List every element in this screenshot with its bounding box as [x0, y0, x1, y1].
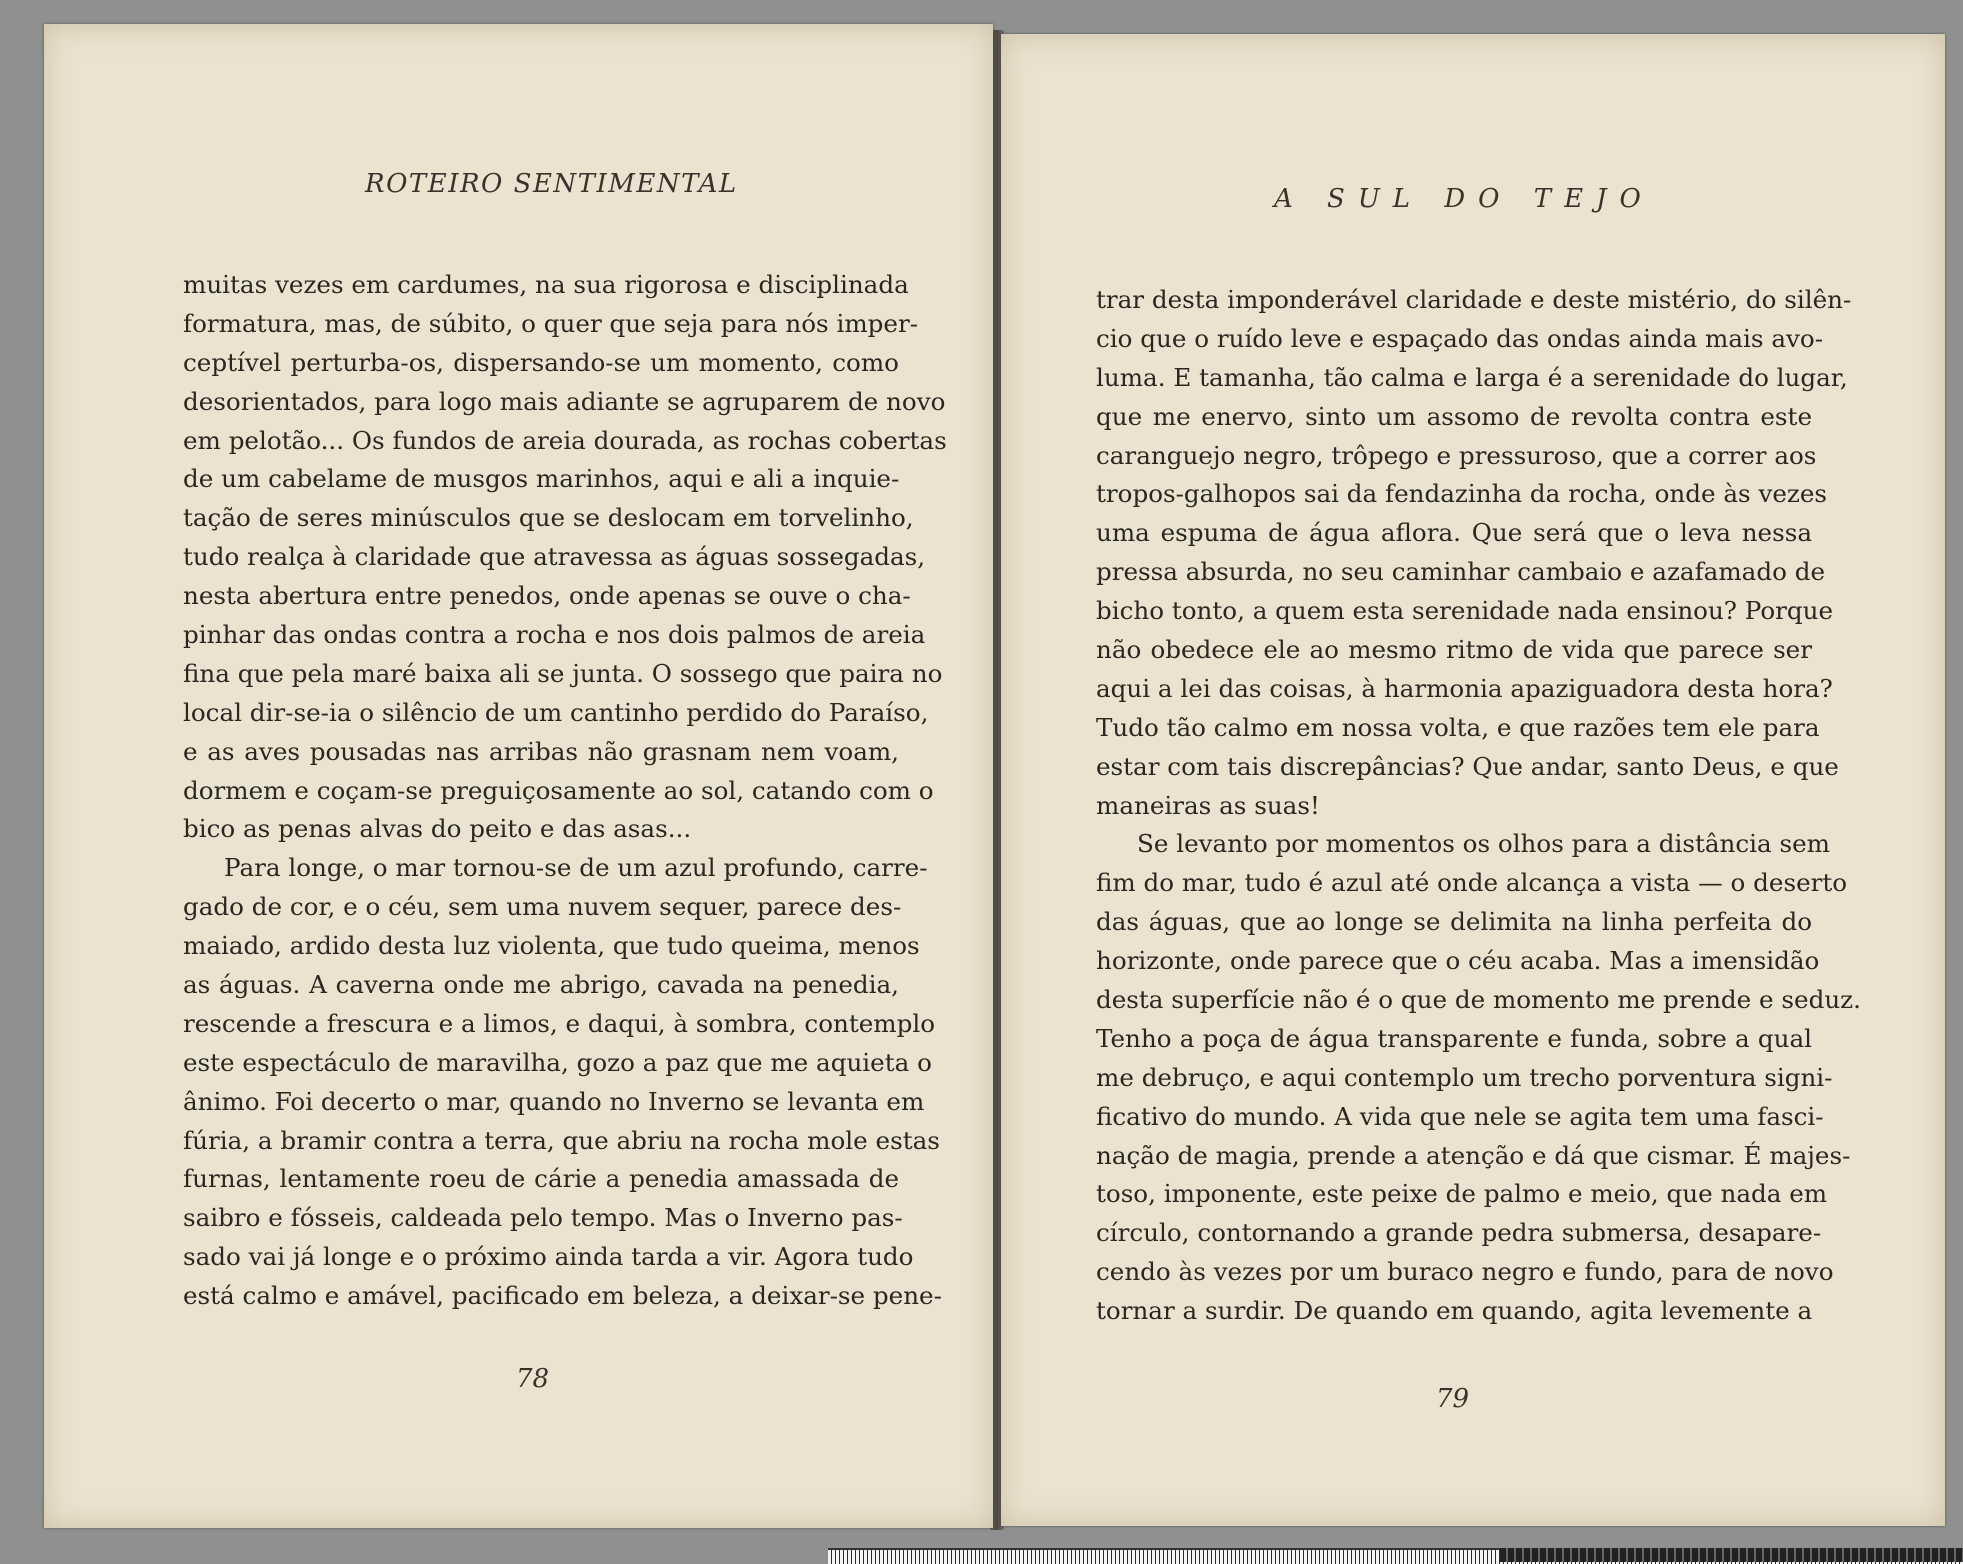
scale-ruler-dark-segment — [1500, 1548, 1963, 1562]
text-line: Tudo tão calmo em nossa volta, e que razões tem ele para — [1096, 712, 1820, 742]
text-line: estar com tais discrepâncias? Que andar, santo Deus, e que — [1096, 751, 1839, 781]
text-line: ânimo. Foi decerto o mar, quando no Inverno se levanta em — [183, 1086, 925, 1116]
text-line: bico as penas alvas do peito e das asas... — [183, 814, 692, 844]
text-line: luma. E tamanha, tão calma e larga é a serenidade do lugar, — [1096, 362, 1848, 392]
text-line: que me enervo, sinto um assomo de revolta contra este — [1096, 401, 1812, 431]
text-line: gado de cor, e o céu, sem uma nuvem sequer, parece des- — [183, 892, 902, 922]
text-line: fúria, a bramir contra a terra, que abriu na rocha mole estas — [183, 1125, 940, 1155]
right-page — [1001, 34, 1945, 1526]
page-number: 79 — [1436, 1384, 1470, 1414]
body-text — [1096, 281, 1861, 1331]
text-line: muitas vezes em cardumes, na sua rigorosa e disciplinada — [183, 270, 909, 299]
body-text — [183, 266, 947, 1316]
text-line: desorientados, para logo mais adiante se agruparem de novo — [183, 386, 946, 416]
text-line: desta superfície não é o que de momento me prende e seduz. — [1096, 985, 1861, 1015]
text-line: rescende a frescura e a limos, e daqui, à sombra, contemplo — [183, 1008, 936, 1038]
text-line: Para longe, o mar tornou-se de um azul profundo, carre- — [224, 853, 928, 883]
text-line: tropos-galhopos sai da fendazinha da rocha, onde às vezes — [1096, 479, 1828, 509]
text-line: tudo realça à claridade que atravessa as águas sossegadas, — [183, 542, 926, 572]
text-line: círculo, contornando a grande pedra submersa, desapare- — [1096, 1218, 1822, 1248]
text-line: tornar a surdir. De quando em quando, agita levemente a — [1096, 1296, 1813, 1326]
text-line: horizonte, onde parece que o céu acaba. Mas a imensidão — [1096, 946, 1820, 976]
text-line: cio que o ruído leve e espaçado das ondas ainda mais avo- — [1096, 323, 1824, 353]
text-line: pressa absurda, no seu caminhar cambaio e azafamado de — [1096, 557, 1825, 587]
text-line: maiado, ardido desta luz violenta, que tudo queima, menos — [183, 931, 920, 961]
text-line: ficativo do mundo. A vida que nele se agita tem uma fasci- — [1096, 1101, 1824, 1131]
text-line: uma espuma de água aflora. Que será que o leva nessa — [1096, 518, 1812, 548]
text-line: trar desta imponderável claridade e deste mistério, do silên- — [1096, 285, 1852, 314]
text-line: pinhar das ondas contra a rocha e nos dois palmos de areia — [183, 620, 926, 650]
text-line: fina que pela maré baixa ali se junta. O sossego que paira no — [183, 658, 943, 688]
text-line: este espectáculo de maravilha, gozo a paz que me aquieta o — [183, 1047, 932, 1077]
text-line: Tenho a poça de água transparente e funda, sobre a qual — [1096, 1023, 1812, 1053]
text-line: as águas. A caverna onde me abrigo, cavada na penedia, — [183, 970, 899, 1000]
text-line: bicho tonto, a quem esta serenidade nada ensinou? Porque — [1096, 596, 1834, 626]
text-line: em pelotão... Os fundos de areia dourada, as rochas cobertas — [183, 425, 947, 455]
text-line: fim do mar, tudo é azul até onde alcança a vista — o deserto — [1096, 868, 1848, 898]
text-line: e as aves pousadas nas arribas não grasnam nem voam, — [183, 736, 899, 766]
text-line: caranguejo negro, trôpego e pressuroso, que a correr aos — [1096, 440, 1817, 470]
text-line: ceptível perturba-os, dispersando-se um momento, como — [183, 347, 899, 377]
text-line: aqui a lei das coisas, à harmonia apaziguadora desta hora? — [1096, 673, 1833, 703]
text-line: está calmo e amável, pacificado em beleza, a deixar-se pene- — [183, 1281, 942, 1311]
text-line: cendo às vezes por um buraco negro e fundo, para de novo — [1096, 1257, 1834, 1287]
left-page — [44, 24, 993, 1528]
text-line: formatura, mas, de súbito, o quer que seja para nós imper- — [183, 308, 919, 338]
running-head: ROTEIRO SENTIMENTAL — [365, 169, 738, 199]
text-line: maneiras as suas! — [1096, 790, 1320, 820]
text-line: sado vai já longe e o próximo ainda tarda a vir. Agora tudo — [183, 1242, 914, 1272]
text-line: furnas, lentamente roeu de cárie a penedia amassada de — [183, 1164, 899, 1194]
text-line: tação de seres minúsculos que se deslocam em torvelinho, — [183, 503, 914, 533]
page-number: 78 — [516, 1364, 550, 1394]
text-line: nesta abertura entre penedos, onde apenas se ouve o cha- — [183, 581, 911, 611]
running-head: A SUL DO TEJO — [1274, 184, 1654, 214]
text-line: não obedece ele ao mesmo ritmo de vida que parece ser — [1096, 635, 1812, 665]
text-line: Se levanto por momentos os olhos para a distância sem — [1137, 829, 1830, 859]
text-line: de um cabelame de musgos marinhos, aqui e ali a inquie- — [183, 464, 900, 494]
text-line: saibro e fósseis, caldeada pelo tempo. Mas o Inverno pas- — [183, 1203, 903, 1233]
text-line: das águas, que ao longe se delimita na linha perfeita do — [1096, 907, 1812, 937]
text-line: toso, imponente, este peixe de palmo e meio, que nada em — [1096, 1179, 1828, 1209]
text-line: local dir-se-ia o silêncio de um cantinho perdido do Paraíso, — [183, 697, 929, 727]
text-line: dormem e coçam-se preguiçosamente ao sol, catando com o — [183, 775, 934, 805]
text-line: nação de magia, prende a atenção e dá que cismar. É majes- — [1096, 1140, 1851, 1170]
text-line: me debruço, e aqui contemplo um trecho porventura signi- — [1096, 1062, 1833, 1092]
